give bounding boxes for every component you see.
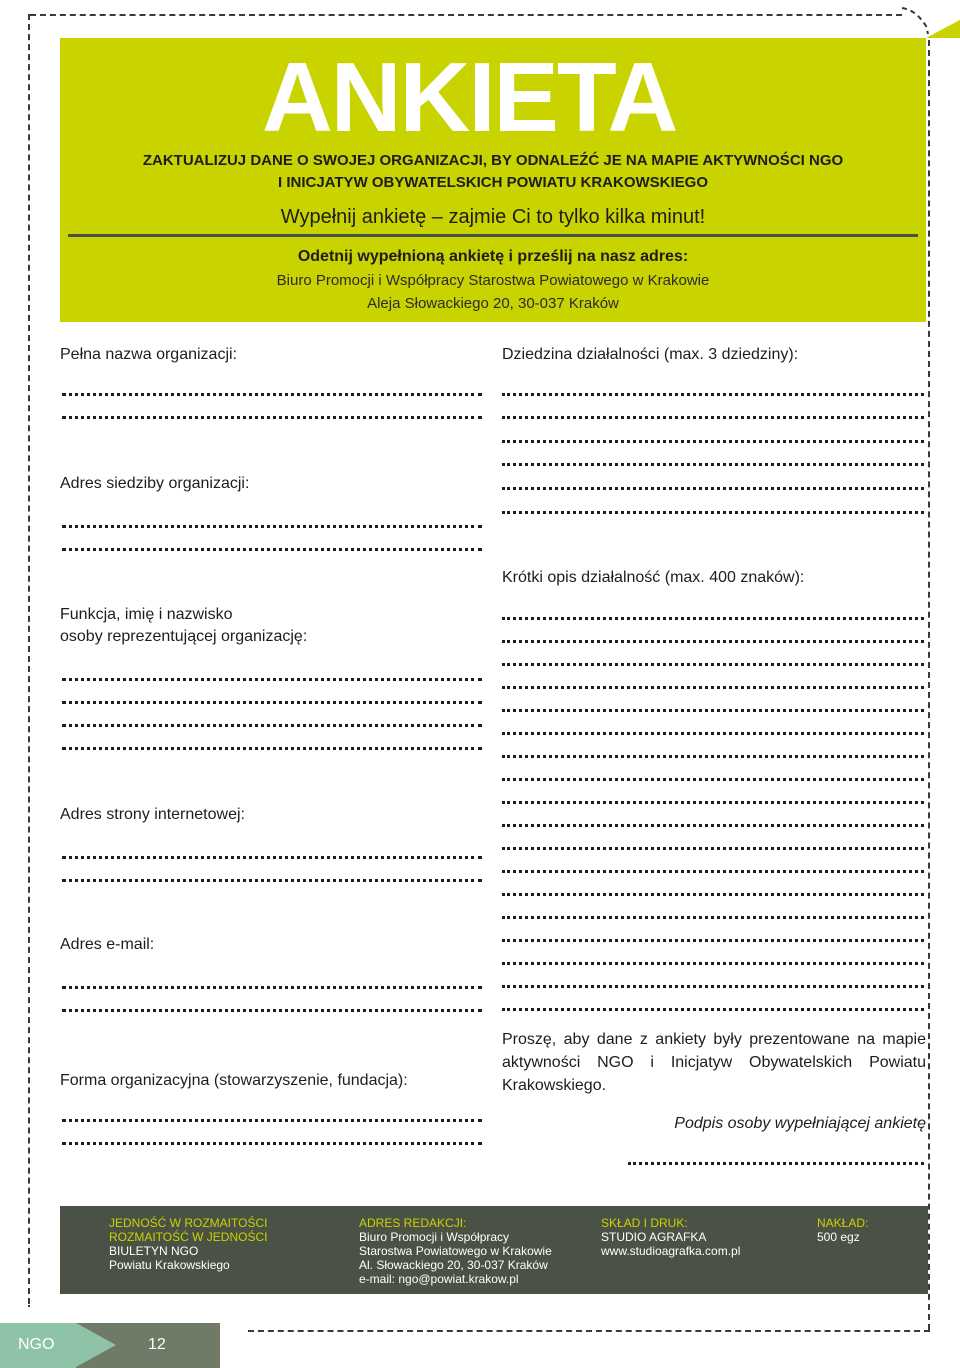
footer-editorial-line-1: Biuro Promocji i Współpracy: [359, 1230, 510, 1244]
address-field-line-2[interactable]: [62, 538, 482, 551]
cut-line-bottom: [248, 1330, 930, 1332]
domain-field-line-1[interactable]: [502, 383, 924, 396]
footer-print-website: www.studioagrafka.com.pl: [601, 1244, 741, 1258]
survey-header: [60, 38, 926, 322]
description-field-line-10[interactable]: [502, 814, 924, 827]
footer-circulation-value: 500 egz: [817, 1230, 860, 1244]
footer-column-circulation: [817, 1216, 868, 1244]
cut-mark-dot: [28, 1305, 30, 1307]
description-field-line-6[interactable]: [502, 722, 924, 735]
footer-column-publication: [109, 1216, 267, 1272]
legal-form-field-line-2[interactable]: [62, 1132, 482, 1145]
description-field-line-16[interactable]: [502, 952, 924, 965]
address-field-line-1[interactable]: [62, 515, 482, 528]
footer-motto-2: ROZMAITOŚĆ W JEDNOŚCI: [109, 1230, 268, 1244]
description-field-line-18[interactable]: [502, 998, 924, 1011]
cut-line-top: [30, 14, 902, 16]
representative-label-line-1: Funkcja, imię i nazwisko: [60, 606, 233, 623]
domain-field-line-6[interactable]: [502, 501, 924, 514]
footer-column-print: [601, 1216, 740, 1258]
description-field-line-7[interactable]: [502, 745, 924, 758]
website-label: Adres strony internetowej:: [60, 806, 245, 823]
mailing-address-line-1: Biuro Promocji i Współpracy Starostwa Powiatowego w Krakowie: [276, 272, 710, 289]
description-field-line-2[interactable]: [502, 630, 924, 643]
footer-editorial-email: e-mail: ngo@powiat.krakow.pl: [359, 1272, 519, 1286]
page-number: 12: [148, 1336, 166, 1353]
description-field-line-11[interactable]: [502, 837, 924, 850]
domain-label: Dziedzina działalności (max. 3 dziedziny):: [502, 346, 799, 363]
page-tab-arrow-icon: [76, 1323, 116, 1367]
legal-form-label: Forma organizacyjna (stowarzyszenie, fundacja):: [60, 1072, 408, 1089]
full-name-field-line-1[interactable]: [62, 383, 482, 396]
representative-label: [60, 604, 307, 648]
mailing-address-line-2: Aleja Słowackiego 20, 30-037 Kraków: [367, 295, 619, 312]
signature-field[interactable]: [628, 1152, 924, 1165]
consent-text: Proszę, aby dane z ankiety były prezentowane na mapie aktywności NGO i Inicjatyw Obywatelskich Powiatu Krakowskiego.: [502, 1031, 926, 1094]
cut-instruction: Odetnij wypełnioną ankietę i prześlij na nasz adres:: [297, 248, 689, 265]
full-name-label: Pełna nazwa organizacji:: [60, 346, 237, 363]
cut-line-left: [28, 14, 30, 1304]
website-field-line-1[interactable]: [62, 846, 482, 859]
domain-field-line-5[interactable]: [502, 477, 924, 490]
subtitle-line-2: I INICJATYW OBYWATELSKICH POWIATU KRAKOWSKIEGO: [278, 174, 708, 191]
description-field-line-8[interactable]: [502, 768, 924, 781]
domain-field-line-2[interactable]: [502, 406, 924, 419]
description-field-line-13[interactable]: [502, 883, 924, 896]
email-field-line-2[interactable]: [62, 999, 482, 1012]
footer-editorial-line-3: Al. Słowackiego 20, 30-037 Kraków: [359, 1258, 548, 1272]
survey-subtitle: [60, 150, 926, 194]
description-field-line-14[interactable]: [502, 906, 924, 919]
header-divider: [68, 234, 918, 237]
subtitle-line-1: ZAKTUALIZUJ DANE O SWOJEJ ORGANIZACJI, BY ODNALEŹĆ JE NA MAPIE AKTYWNOŚCI NGO: [142, 152, 844, 169]
footer-circulation-heading: NAKŁAD:: [817, 1216, 869, 1230]
footer-print-studio: STUDIO AGRAFKA: [601, 1230, 707, 1244]
page-tab: [0, 1323, 220, 1368]
survey-title: ANKIETA: [262, 42, 677, 152]
footer-bulletin-region: Powiatu Krakowskiego: [109, 1258, 230, 1272]
footer-editorial-line-2: Starostwa Powiatowego w Krakowie: [359, 1244, 552, 1258]
header-corner-shape: [896, 6, 960, 66]
cut-line-right: [928, 40, 930, 1330]
description-label: Krótki opis działalność (max. 400 znaków):: [502, 569, 805, 586]
representative-label-line-2: osoby reprezentującej organizację:: [60, 628, 308, 645]
representative-field-line-2[interactable]: [62, 691, 482, 704]
colophon-footer: [60, 1206, 928, 1294]
page-tab-label: NGO: [18, 1336, 55, 1353]
description-field-line-12[interactable]: [502, 860, 924, 873]
footer-editorial-heading: ADRES REDAKCJI:: [359, 1216, 467, 1230]
website-field-line-2[interactable]: [62, 869, 482, 882]
footer-column-editorial: [359, 1216, 552, 1286]
signature-label: Podpis osoby wypełniającej ankietę: [674, 1115, 926, 1132]
description-field-line-1[interactable]: [502, 607, 924, 620]
footer-motto-1: JEDNOŚĆ W ROZMAITOŚCI: [109, 1216, 268, 1230]
email-label: Adres e-mail:: [60, 936, 155, 953]
description-field-line-9[interactable]: [502, 791, 924, 804]
legal-form-field-line-1[interactable]: [62, 1109, 482, 1122]
address-label: Adres siedziby organizacji:: [60, 475, 250, 492]
email-field-line-1[interactable]: [62, 976, 482, 989]
description-field-line-17[interactable]: [502, 975, 924, 988]
fill-in-prompt: Wypełnij ankietę – zajmie Ci to tylko kilka minut!: [280, 206, 706, 228]
description-field-line-5[interactable]: [502, 699, 924, 712]
representative-field-line-3[interactable]: [62, 714, 482, 727]
description-field-line-15[interactable]: [502, 929, 924, 942]
description-field-line-3[interactable]: [502, 653, 924, 666]
representative-field-line-4[interactable]: [62, 737, 482, 750]
footer-bulletin-name: BIULETYN NGO: [109, 1244, 199, 1258]
description-field-line-4[interactable]: [502, 676, 924, 689]
representative-field-line-1[interactable]: [62, 668, 482, 681]
domain-field-line-4[interactable]: [502, 453, 924, 466]
footer-print-heading: SKŁAD I DRUK:: [601, 1216, 688, 1230]
domain-field-line-3[interactable]: [502, 430, 924, 443]
full-name-field-line-2[interactable]: [62, 406, 482, 419]
